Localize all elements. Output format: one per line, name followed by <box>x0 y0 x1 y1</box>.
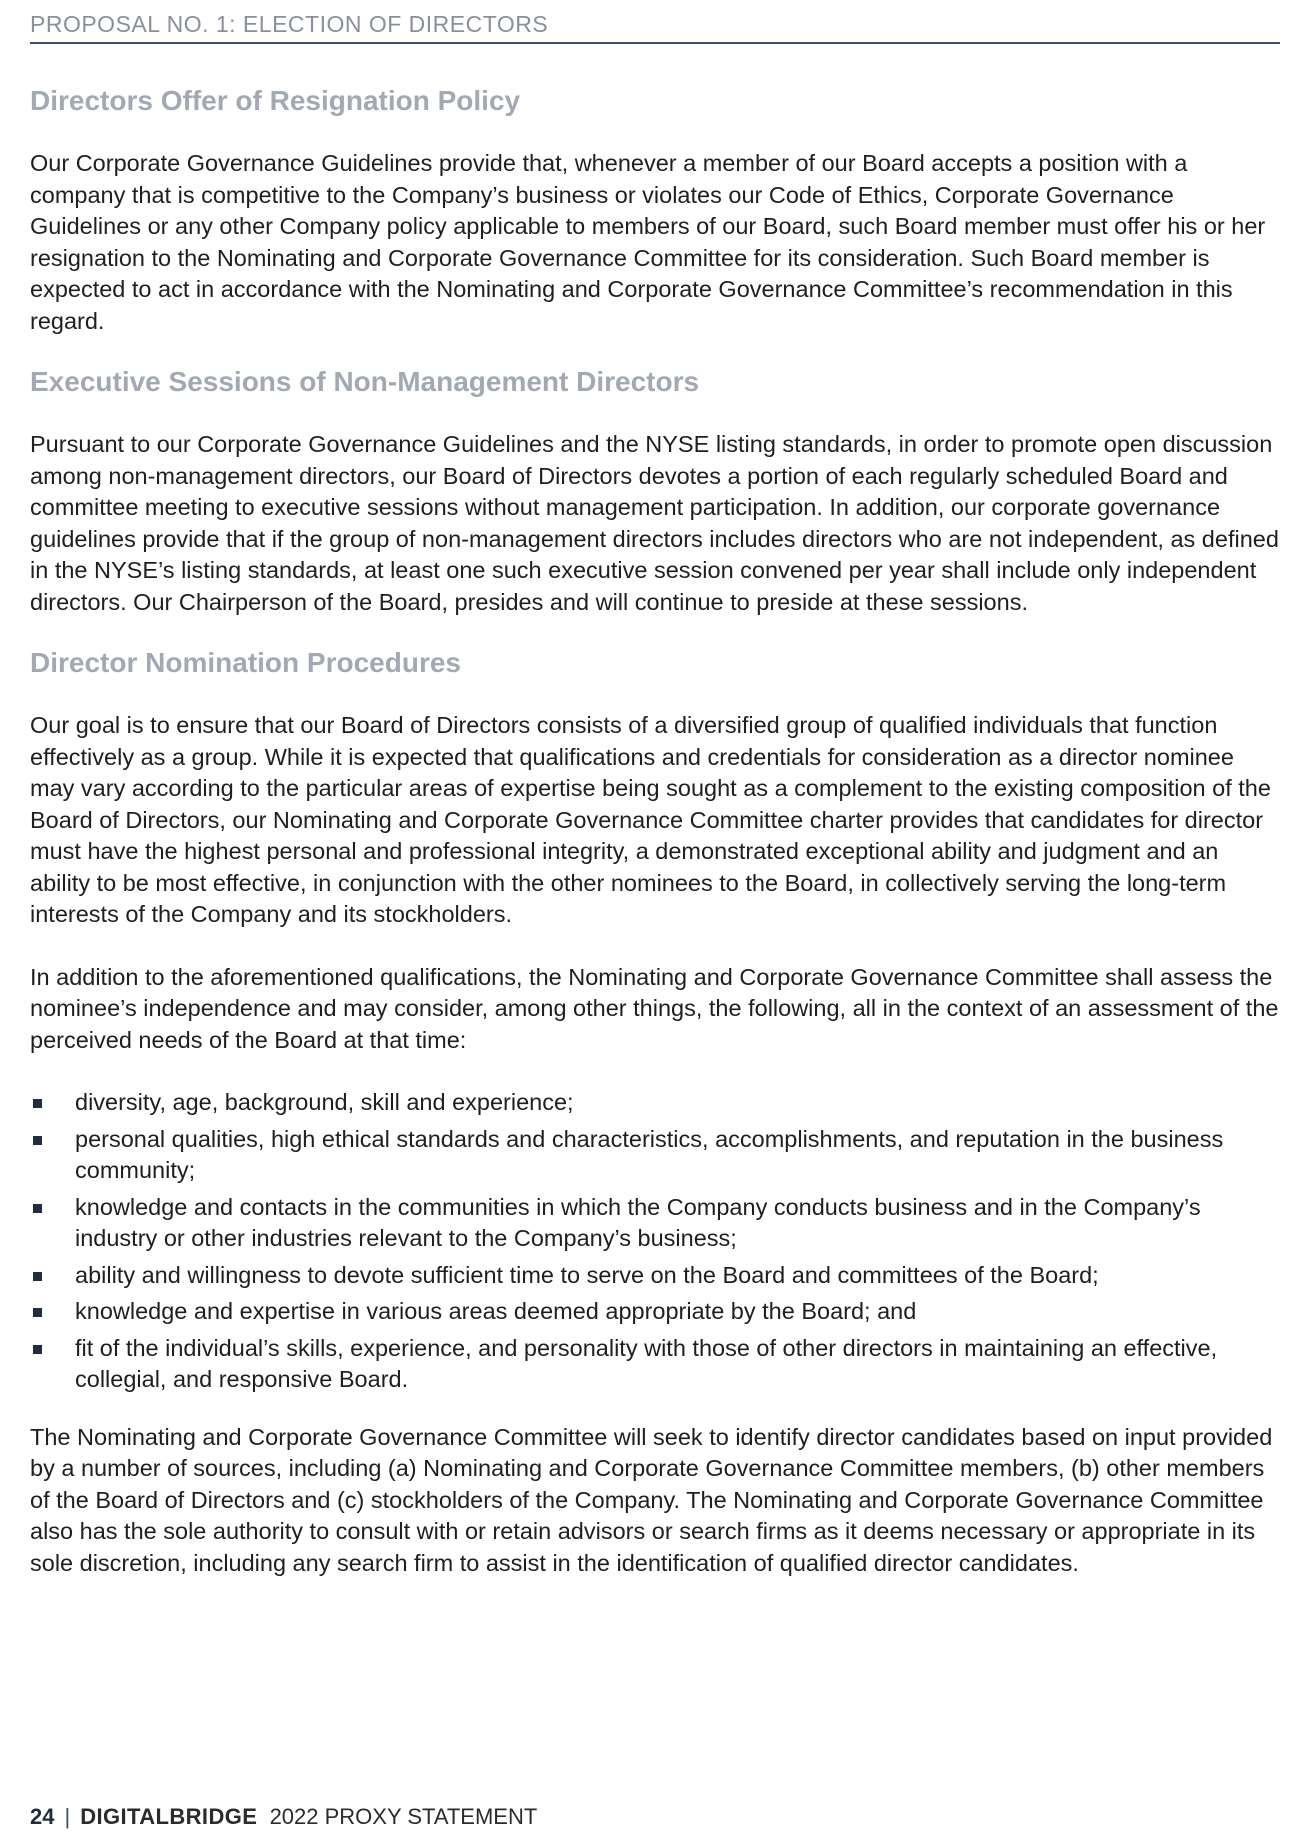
paragraph: Our Corporate Governance Guidelines provide that, whenever a member of our Board accepts a position with a company that is competitive to the Company’s business or violates our Code of Ethics, Corporate Governance Guidelines or any other Company policy applicable to members of our Board, such Board member must offer his or her resignation to the Nominating and Corporate Governance Committee for its consideration. Such Board member is expected to act in accordance with the Nominating and Corporate Governance Committee’s recommendation in this regard. <box>30 150 1266 334</box>
list-item <box>30 1333 1280 1396</box>
section-nomination-procedures <box>30 646 1280 1579</box>
running-header: PROPOSAL NO. 1: ELECTION OF DIRECTORS <box>30 10 1280 44</box>
section-title: Directors Offer of Resignation Policy <box>30 85 521 116</box>
paragraph: In addition to the aforementioned qualifications, the Nominating and Corporate Governance Committee shall assess the nominee’s independence and may consider, among other things, the following, all in the context of an assessment of the perceived needs of the Board at that time: <box>30 963 1279 1053</box>
criteria-list <box>30 1087 1280 1396</box>
square-bullet-icon <box>33 1099 42 1108</box>
paragraph: Our goal is to ensure that our Board of Directors consists of a diversified group of qualified individuals that function effectively as a group. While it is expected that qualifications and credentials for consideration as a director nominee may vary according to the particular areas of expertise being sought as a complement to the existing composition of the Board of Directors, our Nominating and Corporate Governance Committee charter provides that candidates for director must have the highest personal and professional integrity, a demonstrated exceptional ability and judgment and an ability to be most effective, in conjunction with the other nominees to the Board, in collectively serving the long-term interests of the Company and its stockholders. <box>30 712 1271 927</box>
footer-separator: | <box>64 1804 71 1829</box>
list-item <box>30 1124 1280 1187</box>
page-number: 24 <box>30 1804 55 1829</box>
paragraph: The Nominating and Corporate Governance Committee will seek to identify director candidates based on input provided by a number of sources, including (a) Nominating and Corporate Governance Committee members, (b) other members of the Board of Directors and (c) stockholders of the Company. The Nominating and Corporate Governance Committee also has the sole authority to consult with or retain advisors or search firms as it deems necessary or appropriate in its sole discretion, including any search firm to assist in the identification of qualified director candidates. <box>30 1423 1273 1576</box>
section-title: Director Nomination Procedures <box>30 647 461 678</box>
section-title: Executive Sessions of Non-Management Directors <box>30 366 700 397</box>
list-item-text: fit of the individual’s skills, experience, and personality with those of other directors in maintaining an effective, collegial, and responsive Board. <box>75 1334 1218 1392</box>
list-item-text: ability and willingness to devote sufficient time to serve on the Board and committees of the Board; <box>75 1261 1099 1288</box>
brand-name: DIGITALBRIDGE <box>80 1804 258 1829</box>
section-executive-sessions <box>30 365 1280 618</box>
main-content <box>30 84 1280 1579</box>
list-item-text: diversity, age, background, skill and experience; <box>75 1089 574 1115</box>
square-bullet-icon <box>33 1136 42 1145</box>
list-item <box>30 1087 1280 1119</box>
paragraph: Pursuant to our Corporate Governance Guidelines and the NYSE listing standards, in order to promote open discussion among non-management directors, our Board of Directors devotes a portion of each regularly scheduled Board and committee meeting to executive sessions without management participation. In addition, our corporate governance guidelines provide that if the group of non-management directors includes directors who are not independent, as defined in the NYSE’s listing standards, at least one such executive session convened per year shall include only independent directors. Our Chairperson of the Board, presides and will continue to preside at these sessions. <box>30 431 1279 615</box>
list-item <box>30 1296 1280 1328</box>
square-bullet-icon <box>33 1308 42 1317</box>
square-bullet-icon <box>33 1272 42 1281</box>
page-footer <box>30 1804 537 1830</box>
square-bullet-icon <box>33 1345 42 1354</box>
section-resignation-policy <box>30 84 1280 337</box>
square-bullet-icon <box>33 1204 42 1213</box>
list-item <box>30 1192 1280 1255</box>
list-item-text: personal qualities, high ethical standards and characteristics, accomplishments, and reputation in the business community; <box>75 1125 1224 1183</box>
list-item-text: knowledge and expertise in various areas deemed appropriate by the Board; and <box>75 1298 917 1324</box>
document-title: 2022 PROXY STATEMENT <box>269 1804 538 1829</box>
list-item-text: knowledge and contacts in the communities in which the Company conducts business and in the Company’s industry or other industries relevant to the Company’s business; <box>75 1193 1201 1251</box>
list-item <box>30 1260 1280 1292</box>
